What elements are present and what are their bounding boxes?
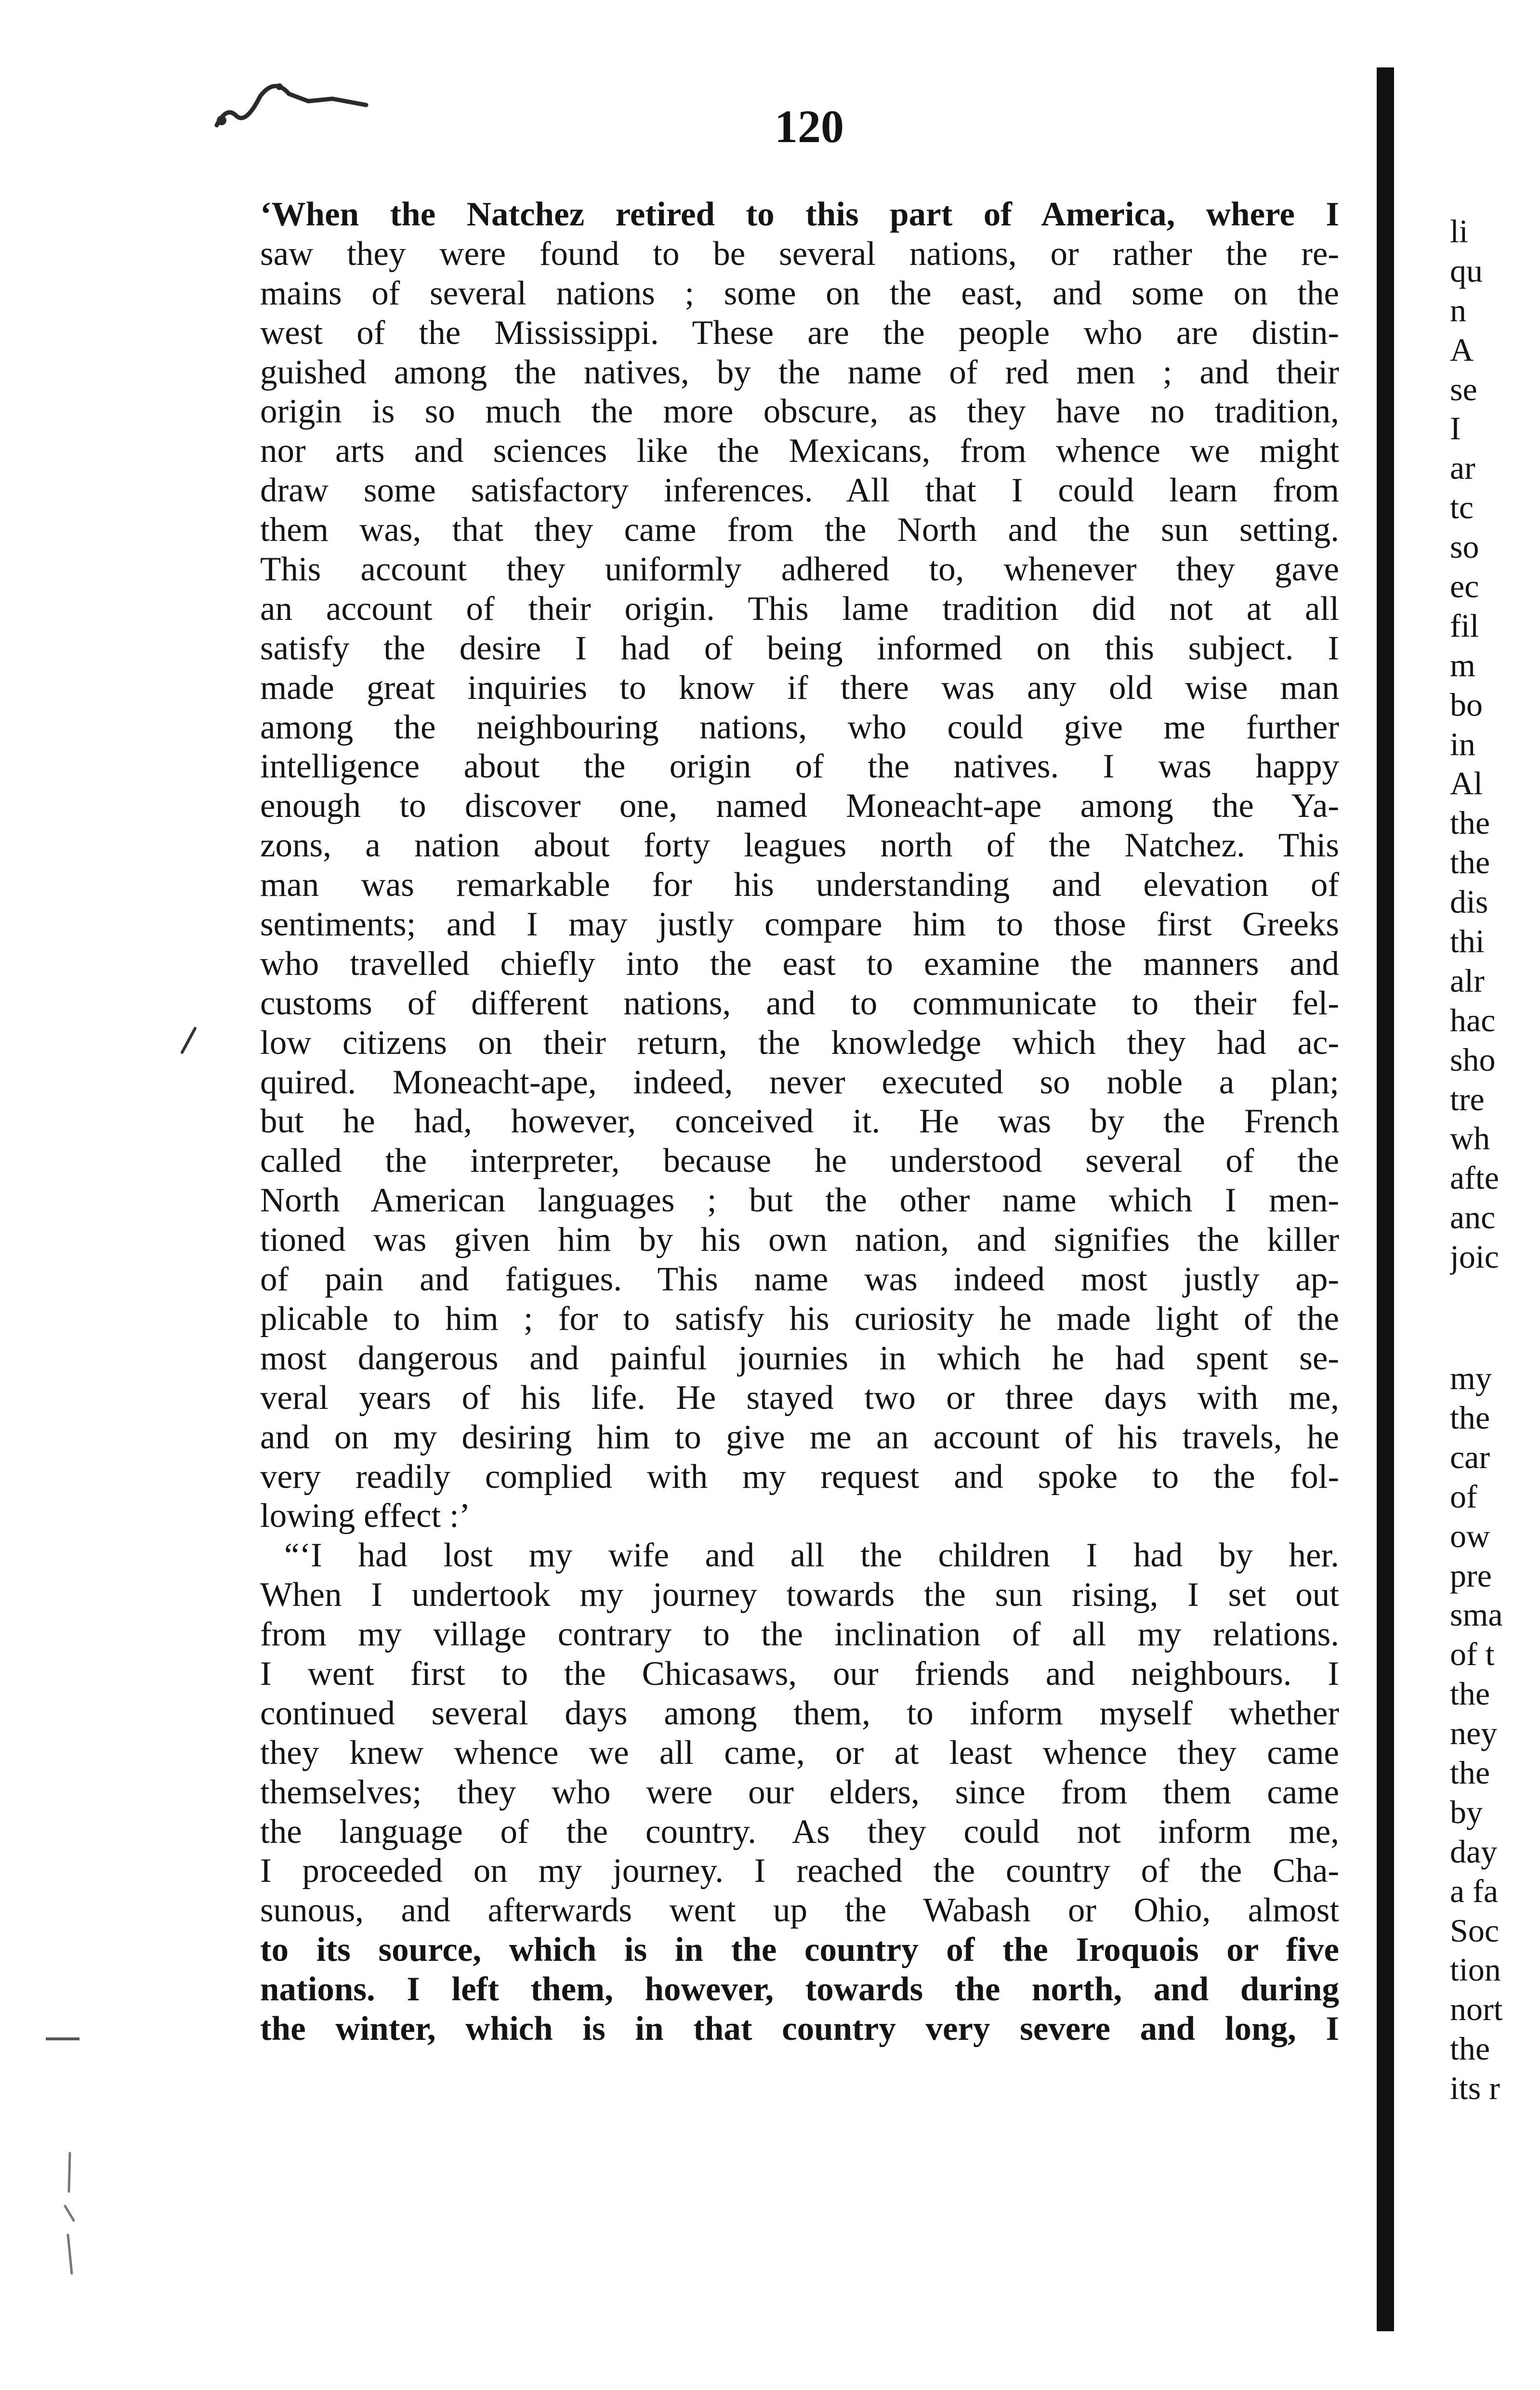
text-line: ‘When the Natchez retired to this part of America, where I (260, 196, 1339, 233)
fragment: hac (1450, 1001, 1496, 1038)
text-line: made great inquiries to know if there was any old wise man (260, 669, 1339, 707)
fragment: fil (1450, 607, 1479, 644)
fragment: tion (1450, 1951, 1501, 1988)
fragment: afte (1450, 1159, 1499, 1196)
text-line: I proceeded on my journey. I reached the country of the Cha- (260, 1852, 1339, 1890)
fragment: sma (1450, 1596, 1503, 1633)
main-text-block (260, 195, 1339, 2049)
facing-page-edge-text (1450, 212, 1540, 2379)
fragment: its r (1450, 2070, 1500, 2107)
margin-dash-mark (46, 2037, 79, 2040)
fragment: ar (1450, 449, 1475, 486)
text-line: satisfy the desire I had of being informed on this subject. I (260, 629, 1339, 667)
fragment: the (1450, 804, 1490, 841)
text-line: who travelled chiefly into the east to examine the manners and (260, 945, 1339, 983)
text-line: called the interpreter, because he understood several of the (260, 1142, 1339, 1180)
margin-pencil-mark (178, 1026, 197, 1055)
text-line: nor arts and sciences like the Mexicans, from whence we might (260, 432, 1339, 470)
margin-smudge-mark (55, 2148, 84, 2293)
fragment: n (1450, 291, 1466, 328)
text-line: quired. Moneacht-ape, indeed, never executed so noble a plan; (260, 1063, 1339, 1101)
text-line: the winter, which is in that country very severe and long, I (260, 2009, 1339, 2048)
text-line: plicable to him ; for to satisfy his curiosity he made light of the (260, 1300, 1339, 1338)
fragment: bo (1450, 686, 1483, 723)
text-line: to its source, which is in the country of the Iroquois or five (260, 1931, 1339, 1969)
text-line: west of the Mississippi. These are the people who are distin- (260, 314, 1339, 352)
text-line: sunous, and afterwards went up the Wabash or Ohio, almost (260, 1891, 1339, 1930)
fragment: the (1450, 1754, 1490, 1791)
text-line: customs of different nations, and to communicate to their fel- (260, 984, 1339, 1022)
fragment: pre (1450, 1557, 1492, 1594)
fragment: of (1450, 1478, 1477, 1515)
fragment: sho (1450, 1041, 1496, 1078)
text-line: This account they uniformly adhered to, whenever they gave (260, 551, 1339, 589)
paragraph-gap (1450, 1277, 1540, 1359)
text-line: draw some satisfactory inferences. All that I could learn from (260, 472, 1339, 510)
text-line: saw they were found to be several nations, or rather the re- (260, 235, 1339, 273)
text-line: North American languages ; but the other name which I men- (260, 1182, 1339, 1220)
text-line: mains of several nations ; some on the east, and some on the (260, 274, 1339, 312)
fragment: Soc (1450, 1912, 1499, 1949)
fragment: the (1450, 2030, 1490, 2067)
fragment: m (1450, 646, 1475, 683)
text-line: the language of the country. As they could not inform me, (260, 1812, 1339, 1851)
fragment: tre (1450, 1080, 1485, 1117)
text-line: I went first to the Chicasaws, our friends and neighbours. I (260, 1655, 1339, 1693)
text-line: an account of their origin. This lame tradition did not at all (260, 590, 1339, 628)
fragment: li (1450, 213, 1468, 250)
text-line: lowing effect :’ (260, 1497, 471, 1535)
fragment: the (1450, 1675, 1490, 1712)
fragment: joic (1450, 1238, 1499, 1275)
text-line: among the neighbouring nations, who could give me further (260, 708, 1339, 746)
fragment: I (1450, 410, 1461, 447)
fragment: se (1450, 370, 1477, 407)
text-line: from my village contrary to the inclination of all my relations. (260, 1615, 1339, 1654)
text-line: continued several days among them, to inform myself whether (260, 1694, 1339, 1732)
page-number: 120 (775, 101, 844, 152)
text-line: intelligence about the origin of the natives. I was happy (260, 748, 1339, 786)
fragment: in (1450, 725, 1475, 762)
gutter-shadow (1377, 67, 1394, 2331)
text-line: very readily complied with my request and spoke to the fol- (260, 1458, 1339, 1496)
fragment: wh (1450, 1120, 1490, 1157)
fragment: the (1450, 844, 1490, 881)
text-line: origin is so much the more obscure, as they have no tradition, (260, 393, 1339, 431)
fragment: my (1450, 1360, 1492, 1397)
text-line: themselves; they who were our elders, since from them came (260, 1773, 1339, 1811)
fragment: dis (1450, 883, 1488, 920)
text-line: “‘I had lost my wife and all the children I had by her. (284, 1536, 1339, 1575)
text-line: enough to discover one, named Moneacht-ape among the Ya- (260, 787, 1339, 825)
fragment: qu (1450, 252, 1483, 289)
text-line: man was remarkable for his understanding and elevation of (260, 866, 1339, 904)
text-line: nations. I left them, however, towards the north, and during (260, 1970, 1339, 2009)
fragment: ney (1450, 1715, 1498, 1752)
text-line: veral years of his life. He stayed two or three days with me, (260, 1379, 1339, 1417)
text-line: When I undertook my journey towards the sun rising, I set out (260, 1576, 1339, 1614)
text-line: of pain and fatigues. This name was indeed most justly ap- (260, 1261, 1339, 1299)
fragment: A (1450, 331, 1474, 368)
fragment: day (1450, 1833, 1498, 1870)
text-line: guished among the natives, by the name of red men ; and their (260, 353, 1339, 391)
text-line: sentiments; and I may justly compare him to those first Greeks (260, 906, 1339, 944)
fragment: of t (1450, 1636, 1495, 1673)
fragment: anc (1450, 1199, 1496, 1236)
fragment: Al (1450, 765, 1483, 802)
fragment: the (1450, 1399, 1490, 1436)
fragment: nort (1450, 1991, 1503, 2028)
text-line: zons, a nation about forty leagues north of the Natchez. This (260, 827, 1339, 865)
text-line: most dangerous and painful journies in which he had spent se- (260, 1339, 1339, 1377)
ink-blot-mark (207, 67, 381, 130)
fragment: tc (1450, 489, 1474, 526)
fragment: by (1450, 1793, 1483, 1830)
fragment: ow (1450, 1517, 1490, 1554)
text-line: but he had, however, conceived it. He was by the French (260, 1103, 1339, 1141)
text-line: low citizens on their return, the knowledge which they had ac- (260, 1024, 1339, 1062)
text-line: them was, that they came from the North and the sun setting. (260, 511, 1339, 549)
fragment: so (1450, 528, 1479, 565)
text-line: and on my desiring him to give me an account of his travels, he (260, 1418, 1339, 1456)
fragment: a fa (1450, 1872, 1499, 1909)
fragment: thi (1450, 923, 1485, 960)
fragment: car (1450, 1438, 1490, 1475)
text-line: tioned was given him by his own nation, and signifies the killer (260, 1221, 1339, 1259)
fragment: alr (1450, 962, 1485, 999)
text-line: they knew whence we all came, or at least whence they came (260, 1733, 1339, 1772)
fragment: ec (1450, 568, 1479, 605)
